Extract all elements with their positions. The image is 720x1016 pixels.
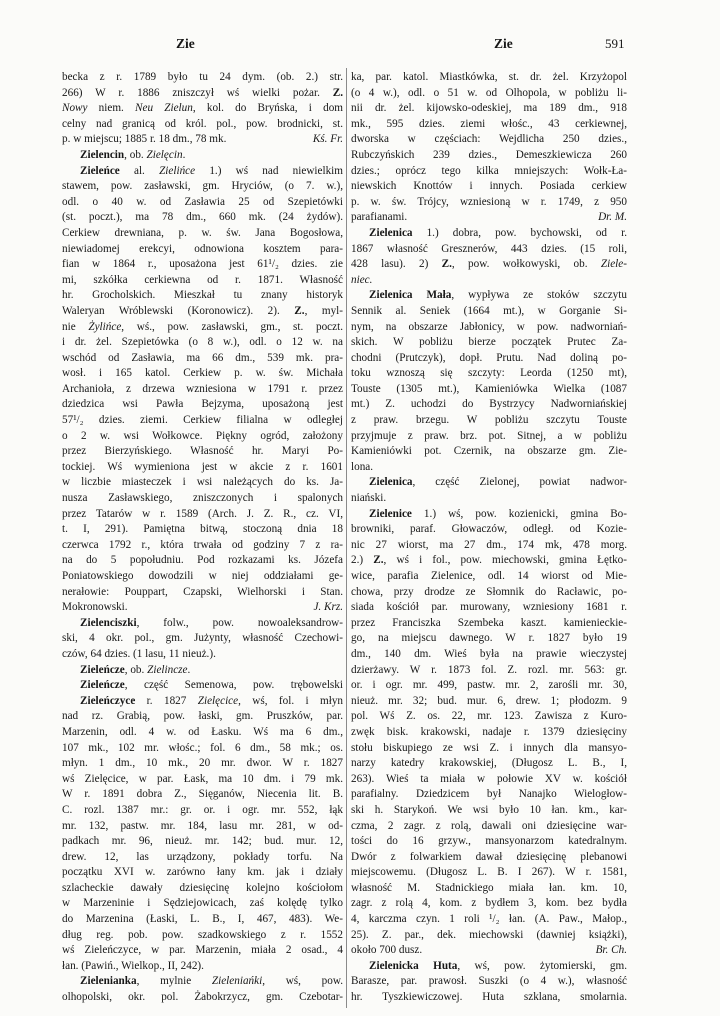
text-run: dziedzica wsi Pawła Bejzyma, uposażoną jest: [62, 398, 343, 411]
text-run: i dr. żel. Szepietówka (o 8 w.), odl. o 12 w. na: [62, 336, 343, 349]
text-run: czma, 2 zagr. z rolą, dawali oni dziesięcine war-: [351, 819, 627, 832]
text-line: [62, 600, 343, 616]
text-run: chodni (Prutczyk), dopł. Prutu. Nad doliną po-: [351, 351, 627, 364]
text-run: łan. (Pawiń., Wielkop., II, 242).: [62, 959, 204, 972]
text-line: [62, 663, 343, 679]
text-run: niański.: [351, 492, 387, 505]
text-run: dworska w częściach: Wejdlicha 250 dzies.,: [351, 133, 627, 146]
text-run: olhopolski, okr. pol. Żabokrzycz, gm. Czebotar-: [62, 991, 343, 1004]
text-line: [351, 335, 627, 351]
text-line: [351, 990, 627, 1006]
italic-text: Zieleniańki: [211, 975, 263, 988]
headword: Zielenianka: [80, 975, 137, 988]
text-line: [351, 974, 627, 990]
left-column: [62, 70, 343, 1006]
text-line: [351, 460, 627, 476]
text-run: nym, na obszarze Jabłonicy, w pow. nadworniań-: [351, 320, 627, 333]
text-run: niem.: [87, 102, 136, 115]
text-run: browniki, paraf. Głowaczów, odległ. od Kozie-: [351, 523, 627, 536]
headword: Z.: [294, 304, 305, 317]
headword: Zielenica Mała: [369, 289, 452, 302]
text-run: Marzenin, odl. 4 w. od Łasku. Wś ma 6 dm.,: [62, 725, 343, 738]
text-line: [62, 631, 343, 647]
headword: Zieleńczyce: [80, 694, 136, 707]
text-run: do Marzenina (Łaski, L. B., I, 467, 483). We-: [62, 913, 343, 926]
text-line: [351, 288, 627, 304]
text-run: Sennik al. Seniek (1664 mt.), w Gorganie Si-: [351, 304, 627, 317]
text-line: [351, 741, 627, 757]
text-line: [351, 522, 627, 538]
italic-text: Zielęcice: [197, 694, 239, 707]
text-run: , wś i fol., pow. miechowski, gmina Łętko-: [383, 554, 627, 567]
text-run: fian w 1864 r., uposażona jest 61¹/₂ dzies. zie: [62, 258, 343, 271]
text-run: narzy katedry krakowskiej, (Długosz L. B., I,: [351, 757, 627, 770]
text-run: początku XVI w. zarówno łany km. jak i działy: [62, 866, 343, 879]
text-run: , wś, pow.: [262, 975, 343, 988]
text-run: 1.) wś nad niewielkim: [195, 164, 343, 177]
text-run: mt.) Z. uchodzi do Bystrzycy Nadworniańskiej: [351, 398, 627, 411]
headword: Zielenicka Huta: [369, 959, 458, 972]
text-run: al.: [119, 164, 160, 177]
text-run: toku wznoszą się szczyty: Leorda (1250 mt),: [351, 367, 627, 380]
text-run: chowa, przy drodze ze Słomnik do Racławic, po-: [351, 585, 627, 598]
column-divider: [346, 68, 347, 1008]
text-run: wosł. i 165 katol. Cerkiew p. w. św. Michała: [62, 367, 343, 380]
text-run: .: [182, 148, 186, 161]
text-line: [351, 959, 627, 975]
text-run: skich. W pobliżu bierze początek Prutec Za-: [351, 336, 627, 349]
text-run: r. 1827: [135, 694, 198, 707]
text-line: [351, 351, 627, 367]
text-run: niewskich Knottów i innych. Posiada cerkiew: [351, 180, 627, 193]
text-line: [62, 538, 343, 554]
text-line: [62, 569, 343, 585]
text-run: Touste (1305 mt.), Kamieniówka Wielka (1087: [351, 382, 627, 395]
headword: Z.: [441, 258, 452, 271]
text-run: Rubczyńskich 239 dzies., Demeszkiewicza 260: [351, 148, 627, 161]
text-line: [351, 397, 627, 413]
text-line: [62, 86, 343, 102]
text-line: [351, 179, 627, 195]
text-run: około 700 dusz.: [351, 944, 423, 957]
text-line: [351, 195, 627, 211]
text-line: [62, 522, 343, 538]
text-line: [62, 928, 343, 944]
italic-text: Neu Zielun: [135, 102, 193, 115]
text-run: , ob.: [124, 148, 147, 161]
text-line: [351, 694, 627, 710]
text-run: czerwca 1792 r., która trwała od godziny 7 z ra-: [62, 538, 343, 551]
text-line: [351, 663, 627, 679]
text-run: nic 27 wiorst, ma 27 dm., 174 mk, 478 morg.: [351, 538, 627, 551]
text-line: [351, 928, 627, 944]
text-run: .: [187, 663, 191, 676]
text-line: [62, 366, 343, 382]
text-line: [62, 413, 343, 429]
italic-text: Ziele-: [600, 258, 627, 271]
text-line: [62, 210, 343, 226]
italic-text: niec.: [351, 273, 373, 286]
text-run: , pow. wołkowyski, ob.: [451, 258, 601, 271]
text-run: wice, parafia Zielenice, odl. 14 wiorst od Mie-: [351, 570, 627, 582]
text-run: hr. Tyszkiewiczowej. Huta szklana, smolarnia.: [351, 991, 627, 1004]
headword: Z.: [373, 554, 384, 567]
text-line: [351, 585, 627, 601]
text-line: [62, 850, 343, 866]
running-head-right: Zie: [494, 36, 513, 51]
right-column: [351, 70, 627, 1006]
text-run: ka, par. katol. Miastkówka, st. dr. żel. Krzyżopol: [351, 71, 627, 83]
text-run: hr. Grocholskich. Mieszkał tu znany historyk: [62, 289, 343, 302]
text-line: [62, 616, 343, 632]
text-run: stołu biskupiego ze wsi Z. i innych dla mansyo-: [351, 741, 627, 754]
text-run: dzierżawy. W r. 1873 fol. Z. rozl. mr. 563: gr.: [351, 663, 627, 676]
text-run: na do 5 popołudniu. Pod rozkazami ks. Józefa: [62, 554, 343, 567]
text-run: , wś, fol. i młyn: [238, 694, 344, 707]
text-line: [351, 164, 627, 180]
text-line: [62, 881, 343, 897]
headword: Zielenica: [369, 476, 413, 489]
headword: Zielencin: [80, 148, 125, 161]
text-run: wś Zielęcice, w par. Łask, ma 10 dm. i 79 mk.: [62, 772, 343, 785]
text-run: nie: [62, 320, 89, 333]
text-line: [62, 397, 343, 413]
text-line: [351, 647, 627, 663]
text-line: [62, 257, 343, 273]
text-run: padkach mr. 96, nieuż. mr. 142; bud. mur. 12,: [62, 835, 343, 848]
text-run: Mokronowski.: [62, 601, 128, 614]
text-run: , folw., pow. nowoaleksandrow-: [136, 616, 343, 629]
text-line: [62, 507, 343, 523]
text-run: przyjmuje z praw. brz. pot. Sitnej, a w pobliżu: [351, 429, 627, 442]
text-run: Archanioła, z drzewa wzniesiona w 1791 r. przez: [62, 382, 343, 395]
text-line: [62, 226, 343, 242]
text-run: 263). Wieś ta miała w połowie XV w. kościół: [351, 772, 627, 785]
text-line: [351, 756, 627, 772]
text-run: stawem, pow. zasławski, gm. Hryciów, (o 7. w.),: [62, 180, 343, 193]
text-run: odl. o 40 w. od Zasławia 25 od Szepietówki: [62, 195, 343, 208]
text-run: szlacheckie dawały dziesięcinę kolejno kościołom: [62, 881, 343, 894]
text-run: 1867 własność Gresznerów, 443 dzies. (15 roli,: [351, 242, 627, 255]
text-line: [62, 678, 343, 694]
text-line: [351, 507, 627, 523]
author-signature: Dr. M.: [598, 211, 627, 224]
text-run: 1.) dobra, pow. bychowski, od r.: [412, 226, 627, 239]
text-run: , ob.: [124, 663, 148, 676]
text-run: z praw. brzegu. W pobliżu szczytu Touste: [351, 414, 627, 427]
text-line: [351, 896, 627, 912]
text-line: [62, 273, 343, 289]
text-run: drew. 12, las urządzony, pokłady torfu. Na: [62, 850, 343, 863]
text-run: 107 mk., 102 mr. włośc.; fol. 6 dm., 58 mk.; os.: [62, 741, 343, 754]
text-line: [62, 195, 343, 211]
text-run: tockiej. Wś wymieniona jest w akcie z r. 1601: [62, 460, 343, 473]
text-run: dzies.; oprócz tego kilka mniejszych: Wołk-Ła-: [351, 164, 627, 177]
text-line: [62, 491, 343, 507]
text-run: czów, 64 dzies. (1 lasu, 11 nieuż.).: [62, 647, 216, 660]
text-line: [351, 242, 627, 258]
text-run: miejscowemu. (Długosz L. B. I 267). W r. 1581,: [351, 866, 627, 879]
text-run: becka z r. 1789 było tu 24 dym. (ob. 2.) str.: [62, 71, 343, 83]
text-line: [62, 553, 343, 569]
text-run: C. rozl. 1387 mr.: gr. or. i ogr. mr. 552, łąk: [62, 803, 343, 816]
text-run: celny nad granicą od król. pol., pow. brodnicki, st.: [62, 117, 343, 130]
text-run: przez Tatarów w r. 1589 (Arch. J. Z. R., cz. VI,: [62, 507, 343, 520]
text-line: [62, 725, 343, 741]
text-run: przez Bierzyńskiego. Własność hr. Maryi Po-: [62, 445, 343, 458]
text-run: ski h. Starykoń. We wsi było 10 łan. km., kar-: [351, 803, 627, 816]
text-line: [351, 444, 627, 460]
text-run: tości do 16 grzyw., mansyonarzom katedralnym.: [351, 835, 627, 848]
text-run: wś Zieleńczyce, w par. Marzenin, miała 2 osad., 4: [62, 944, 343, 957]
text-run: Cerkiew drewniana, p. w. św. Jana Bogosłowa,: [62, 226, 343, 239]
text-line: [351, 787, 627, 803]
italic-text: Zielęcin: [146, 148, 183, 161]
text-run: parafianami.: [351, 211, 408, 224]
text-run: zwęk bisk. krakowski, nadaje r. 1379 dziesięciny: [351, 725, 627, 738]
text-line: [351, 70, 627, 86]
text-line: [62, 834, 343, 850]
text-run: parafialny. Dziedzicem był Nanajko Wielogłow-: [351, 788, 627, 801]
text-run: nad rz. Grabią, pow. łaski, gm. Pruszków, par.: [62, 710, 343, 723]
text-line: [62, 351, 343, 367]
text-run: w liczbie miasteczek i wsi należących do ks. Ja-: [62, 476, 343, 489]
text-line: [351, 382, 627, 398]
text-run: ski, 4 okr. pol., gm. Jużynty, własność Czechowi-: [62, 632, 343, 645]
headword: Zieleńcze: [80, 679, 125, 692]
text-line: [351, 772, 627, 788]
text-run: dm., 140 dm. Wieś była na prawie wieczystej: [351, 647, 627, 660]
text-line: [351, 538, 627, 554]
text-run: (st. poczt.), ma 78 dm., 660 mk. (24 żydów).: [62, 211, 343, 224]
text-line: [62, 959, 343, 975]
text-line: [351, 678, 627, 694]
text-run: siada kościół par. murowany, wzniesiony 1681 r.: [351, 601, 627, 614]
page-number: 591: [605, 36, 625, 51]
italic-text: Żylińce: [88, 320, 122, 333]
text-line: [62, 460, 343, 476]
text-line: [351, 117, 627, 133]
headword: Zielenica: [369, 226, 413, 239]
text-line: [62, 896, 343, 912]
text-line: [351, 429, 627, 445]
text-run: 1.) wś, pow. kozienicki, gmina Bo-: [411, 507, 627, 520]
text-run: nusza Zasławskiego, zniszczonych i spalonych: [62, 492, 343, 505]
text-line: [351, 616, 627, 632]
text-run: 266) W r. 1886 zniszczył wś wielki pożar.: [62, 86, 333, 99]
text-line: [62, 819, 343, 835]
text-line: [351, 132, 627, 148]
text-run: , część Semenowa, pow. trębowelski: [124, 679, 343, 692]
headword: Zieleńce: [80, 164, 120, 177]
text-line: [62, 288, 343, 304]
headword: Z.: [332, 86, 343, 99]
text-line: [62, 647, 343, 663]
text-line: [351, 553, 627, 569]
text-line: [62, 335, 343, 351]
text-line: [62, 865, 343, 881]
text-line: [62, 132, 343, 148]
text-run: p. w. św. Trójcy, wzniesioną w r. 1749, z 950: [351, 195, 627, 208]
text-line: [62, 741, 343, 757]
author-signature: Kś. Fr.: [312, 133, 343, 146]
text-run: niewiadomej erekcyi, odnowiona kosztem para-: [62, 242, 343, 255]
text-run: młyn. 1 dm., 10 mk., 20 mr. dwor. W r. 1827: [62, 757, 343, 770]
text-line: [351, 709, 627, 725]
text-line: [62, 756, 343, 772]
italic-text: Zielincze: [147, 663, 188, 676]
text-line: [62, 803, 343, 819]
text-run: o 2 w. wsi Wołkowce. Piękny ogród, założony: [62, 429, 343, 442]
text-run: lona.: [351, 460, 374, 473]
text-run: or. i ogr. mr. 499, pastw. mr. 2, zarośli mr. 30,: [351, 679, 627, 692]
text-run: Dwór z folwarkiem dawał dziesięcinę plebanowi: [351, 850, 627, 863]
text-run: , myl-: [304, 304, 343, 317]
text-run: , kol. do Bryńska, i dom: [192, 102, 343, 115]
text-line: [351, 475, 627, 491]
author-signature: Br. Ch.: [595, 944, 627, 957]
italic-text: Zielińce: [159, 164, 196, 177]
text-line: [62, 475, 343, 491]
text-line: [62, 694, 343, 710]
text-line: [351, 101, 627, 117]
text-run: , mylnie: [136, 975, 212, 988]
text-line: [351, 912, 627, 928]
text-line: [62, 117, 343, 133]
italic-text: Nowy: [62, 102, 88, 115]
text-run: p. w miejscu; 1885 r. 18 dm., 78 mk.: [62, 133, 227, 146]
text-run: , wś., pow. zasławski, gm., st. poczt.: [121, 320, 344, 333]
text-run: nerałowie: Pouppart, Czapski, Wielhorski i Stan.: [62, 585, 343, 598]
text-run: 2.): [351, 554, 374, 567]
text-line: [351, 725, 627, 741]
text-line: [351, 148, 627, 164]
text-run: zagr. z rolą 4, kom. z bydłem 3, kom. bez bydła: [351, 897, 627, 910]
text-line: [351, 600, 627, 616]
text-line: [62, 429, 343, 445]
text-run: przez Franciszka Szembeka kaszt. kamienieckie-: [351, 616, 627, 629]
text-run: Poniatowskiego dowodzili w niej oddziałami ge-: [62, 570, 343, 582]
text-line: [351, 850, 627, 866]
text-run: własność M. Stadnickiego miała łan. km. 10,: [351, 881, 627, 894]
text-line: [62, 974, 343, 990]
text-line: [62, 912, 343, 928]
text-line: [351, 366, 627, 382]
text-run: Kamieniówki pot. Czernik, na obszarze gm. Zie-: [351, 445, 627, 458]
text-line: [62, 382, 343, 398]
text-run: W r. 1891 dobra Z., Sięganów, Niecenia lit. B.: [62, 788, 343, 801]
text-run: , wś, pow. żytomierski, gm.: [457, 959, 627, 972]
text-line: [62, 242, 343, 258]
text-run: pol. Wś Z. os. 22, mr. 123. Zawisza z Kuro-: [351, 710, 627, 723]
text-run: Waleryan Wróblewski (Koronowicz). 2).: [62, 304, 295, 317]
author-signature: J. Krz.: [313, 601, 343, 614]
text-line: [351, 569, 627, 585]
text-line: [62, 787, 343, 803]
text-run: wschód od Zasławia, ma 66 dm., 539 mk. pra-: [62, 351, 343, 364]
text-run: 4, karczma czyn. 1 roli ¹/₂ łan. (A. Paw., Małop.,: [351, 913, 627, 926]
text-run: dług reg. pob. pow. szadkowskiego z r. 1552: [62, 928, 343, 941]
text-line: [62, 772, 343, 788]
text-line: [62, 304, 343, 320]
headword: Zieleńcze: [80, 663, 125, 676]
text-line: [351, 304, 627, 320]
text-line: [62, 164, 343, 180]
headword: Zielenice: [369, 507, 412, 520]
text-line: [62, 179, 343, 195]
text-run: (o 4 w.), odl. o 51 w. od Olhopola, w pobliżu li-: [351, 86, 627, 99]
text-line: [62, 585, 343, 601]
headword: Zielenciszki: [80, 616, 137, 629]
text-line: [351, 943, 627, 959]
text-run: t. I, 291). Pamiętna bitwą, stoczoną dnia 18: [62, 523, 343, 536]
text-run: mi, szkółka cerkiewna od r. 1871. Własność: [62, 273, 343, 286]
text-run: mr. 132, pastw. mr. 184, lasu mr. 281, w od-: [62, 819, 343, 832]
text-run: nieuż. mr. 32; bud. mur. 6, drew. 1; płodozm. 9: [351, 694, 627, 707]
text-run: , część Zielonej, powiat nadwor-: [412, 476, 627, 489]
text-line: [62, 709, 343, 725]
text-line: [351, 273, 627, 289]
text-line: [351, 491, 627, 507]
text-run: 25). Z. par., dek. miechowski (dawniej książki),: [351, 928, 627, 941]
text-line: [62, 320, 343, 336]
text-run: w Marzeninie i Sędziejowicach, zaś kolędę tylko: [62, 897, 343, 910]
text-line: [351, 413, 627, 429]
text-line: [62, 101, 343, 117]
text-run: , wypływa ze stoków szczytu: [451, 289, 627, 302]
text-line: [351, 834, 627, 850]
text-line: [62, 444, 343, 460]
text-line: [351, 320, 627, 336]
text-run: mk., 595 dzies. ziemi włośc., 43 cerkiewnej,: [351, 117, 627, 130]
text-line: [351, 631, 627, 647]
text-run: nii dr. żel. kijowsko-odeskiej, ma 189 dm., 918: [351, 102, 627, 115]
text-line: [351, 803, 627, 819]
text-line: [62, 943, 343, 959]
text-run: go, na miejscu dawnego. W r. 1827 było 19: [351, 632, 627, 645]
text-line: [62, 990, 343, 1006]
text-line: [62, 70, 343, 86]
text-line: [351, 881, 627, 897]
text-run: 428 lasu). 2): [351, 258, 442, 271]
text-run: 57¹/₂ dzies. ziemi. Cerkiew filialna w odległej: [62, 414, 343, 427]
text-line: [351, 210, 627, 226]
text-line: [351, 257, 627, 273]
text-line: [62, 148, 343, 164]
text-line: [351, 819, 627, 835]
text-run: Barasze, par. prawosł. Suszki (o 4 w.), własność: [351, 975, 627, 988]
text-line: [351, 865, 627, 881]
running-head-left: Zie: [176, 36, 195, 51]
text-line: [351, 226, 627, 242]
text-line: [351, 86, 627, 102]
